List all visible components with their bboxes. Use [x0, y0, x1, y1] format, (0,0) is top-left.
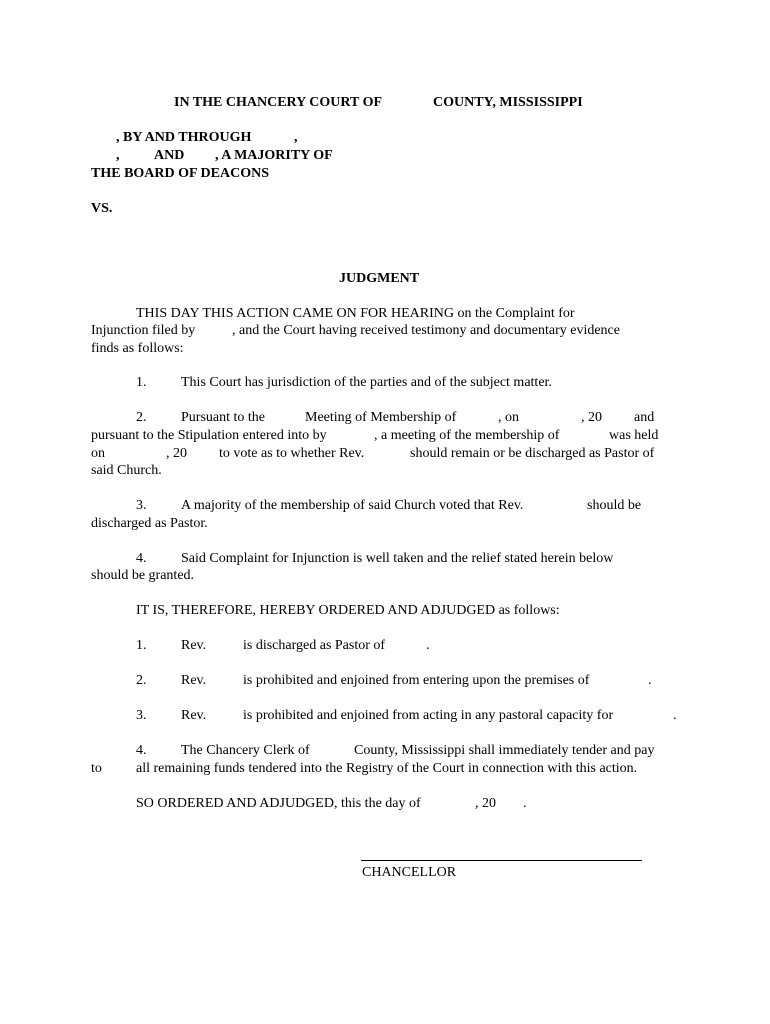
finding-2-l1a: Pursuant to the: [181, 410, 265, 425]
order-1-text: is discharged as Pastor of: [243, 638, 386, 653]
order-4-l1b: County, Mississippi shall immediately tender and pay: [354, 743, 655, 758]
finding-2-l3b: , 20: [166, 446, 187, 461]
finding-3-number: 3.: [136, 498, 147, 513]
order-3-text: is prohibited and enjoined from acting in any pastoral capacity for: [243, 708, 614, 723]
finding-2-l1b: Meeting of Membership of: [305, 410, 457, 425]
finding-2-l3a: on: [91, 446, 105, 461]
intro-line-1: THIS DAY THIS ACTION CAME ON FOR HEARING on the Complaint for: [136, 306, 575, 321]
finding-2-l4: said Church.: [91, 463, 162, 478]
order-4-l2b: all remaining funds tendered into the Registry of the Court in connection with this action.: [136, 761, 638, 776]
finding-2-l2c: was held: [609, 428, 659, 443]
finding-3-l1a: A majority of the membership of said Church voted that Rev.: [181, 498, 524, 513]
order-4-l2a: to: [91, 761, 102, 776]
order-4-l1a: The Chancery Clerk of: [181, 743, 310, 758]
chancellor-label: CHANCELLOR: [362, 865, 457, 880]
order-2-number: 2.: [136, 673, 147, 688]
signature-line: [361, 860, 642, 861]
order-3-rev: Rev.: [181, 708, 207, 723]
party-comma-2: ,: [116, 148, 120, 163]
intro-line-2b: , and the Court having received testimony and documentary evidence: [232, 323, 620, 338]
order-2-rev: Rev.: [181, 673, 207, 688]
finding-2-l1c: , on: [498, 410, 519, 425]
intro-line-3: finds as follows:: [91, 341, 184, 356]
order-3-number: 3.: [136, 708, 147, 723]
party-and: AND: [154, 148, 185, 163]
finding-2-l3c: to vote as to whether Rev.: [219, 446, 365, 461]
intro-line-2a: Injunction filed by: [91, 323, 196, 338]
finding-1-text: This Court has jurisdiction of the parties and of the subject matter.: [181, 375, 552, 390]
party-comma: ,: [294, 130, 298, 145]
order-2-text: is prohibited and enjoined from entering upon the premises of: [243, 673, 590, 688]
finding-2-l1e: and: [634, 410, 655, 425]
finding-3-l1b: should be: [587, 498, 642, 513]
ordered-intro: IT IS, THEREFORE, HEREBY ORDERED AND ADJUDGED as follows:: [136, 603, 560, 618]
finding-3-l2: discharged as Pastor.: [91, 516, 208, 531]
finding-4-number: 4.: [136, 551, 147, 566]
order-2-end: .: [648, 673, 652, 688]
finding-4-l1: Said Complaint for Injunction is well taken and the relief stated herein below: [181, 551, 614, 566]
so-ordered-end: .: [523, 796, 527, 811]
finding-2-l3d: should remain or be discharged as Pastor of: [410, 446, 655, 461]
order-1-rev: Rev.: [181, 638, 207, 653]
party-by-and-through: , BY AND THROUGH: [116, 130, 252, 145]
finding-2-l1d: , 20: [581, 410, 602, 425]
versus-label: VS.: [91, 201, 113, 216]
finding-2-l2a: pursuant to the Stipulation entered into by: [91, 428, 327, 443]
party-majority-of: , A MAJORITY OF: [215, 148, 333, 163]
finding-2-number: 2.: [136, 410, 147, 425]
order-1-end: .: [426, 638, 430, 653]
order-4-number: 4.: [136, 743, 147, 758]
order-3-end: .: [673, 708, 677, 723]
finding-4-l2: should be granted.: [91, 568, 195, 583]
court-county-state: COUNTY, MISSISSIPPI: [433, 95, 583, 110]
finding-2-l2b: , a meeting of the membership of: [374, 428, 560, 443]
party-board-of-deacons: THE BOARD OF DEACONS: [91, 166, 270, 181]
document-title: JUDGMENT: [339, 271, 420, 286]
order-1-number: 1.: [136, 638, 147, 653]
court-name: IN THE CHANCERY COURT OF: [174, 95, 383, 110]
finding-1-number: 1.: [136, 375, 147, 390]
so-ordered-text: SO ORDERED AND ADJUDGED, this the day of: [136, 796, 421, 811]
so-ordered-year: , 20: [475, 796, 496, 811]
